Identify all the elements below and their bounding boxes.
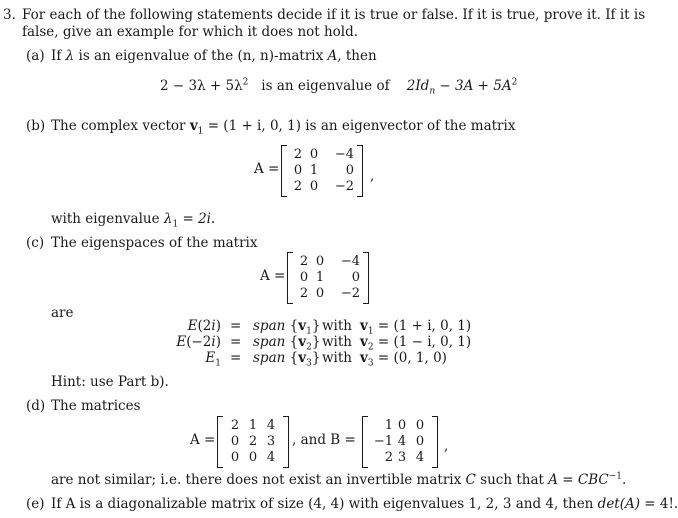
matrix-entry: 0	[309, 147, 319, 162]
matrix-entry: 4	[266, 418, 276, 433]
part-c-matrix-label: A =	[260, 268, 286, 284]
part-b-label: (b)	[26, 118, 46, 134]
part-c-statement: The eigenspaces of the matrix	[51, 235, 258, 251]
matrix-entry: −1	[373, 434, 393, 449]
matrix-entry: −4	[334, 147, 354, 162]
matrix-entry: −2	[334, 179, 354, 194]
part-d-comma: ,	[444, 438, 449, 454]
matrix-entry: 2	[230, 418, 240, 433]
matrix-entry: 0	[415, 434, 425, 449]
right-bracket	[363, 252, 369, 304]
matrix-entry: 3	[266, 434, 276, 449]
matrix-entry: 3	[397, 450, 407, 465]
problem-number: 3.	[3, 7, 16, 23]
matrix-entry: 0	[230, 450, 240, 465]
matrix-entry: 0	[345, 163, 354, 178]
matrix-entry: 2	[293, 147, 303, 162]
matrix-entry: 4	[415, 450, 425, 465]
matrix-entry: 1	[315, 270, 325, 285]
matrix-entry: 0	[315, 286, 325, 301]
matrix-entry: 0	[299, 270, 309, 285]
part-c-are: are	[51, 305, 74, 321]
part-c-label: (c)	[26, 235, 45, 251]
intro-line-1: For each of the following statements decide if it is true or false. If it is true, prove it. If it is	[22, 7, 646, 23]
matrix-entry: 2	[248, 434, 258, 449]
matrix-entry: 0	[230, 434, 240, 449]
matrix-entry: 0	[293, 163, 303, 178]
part-d-conclusion: are not similar; i.e. there does not exist an invertible matrix C such that $A = CBC^{-1}$.	[51, 471, 627, 488]
left-bracket	[287, 252, 293, 304]
right-bracket	[432, 416, 438, 468]
part-d-statement: The matrices	[51, 398, 141, 414]
matrix-entry: 0	[309, 179, 319, 194]
part-d-and-B: , and B =	[292, 432, 356, 448]
part-e-statement: If A is a diagonalizable matrix of size (4, 4) with eigenvalues 1, 2, 3 and 4, then det(A) = 4!.	[51, 496, 678, 512]
matrix-entry: 0	[351, 270, 360, 285]
part-a-equation: $2 - 3\lambda + 5\lambda^2$ is an eigenvalue of $2Id_n - 3A + 5A^2$	[160, 77, 518, 97]
matrix-entries	[296, 254, 360, 302]
matrix-entry: 4	[397, 434, 407, 449]
part-c-matrix	[287, 252, 369, 304]
part-b-matrix-label: A =	[254, 161, 280, 177]
matrix-entry: 1	[384, 418, 393, 433]
part-b-matrix	[281, 145, 363, 197]
matrix-entries	[290, 147, 354, 195]
matrix-entry: 1	[309, 163, 319, 178]
matrix-entry: −4	[340, 254, 360, 269]
matrix-entry: −2	[340, 286, 360, 301]
matrix-entry: 0	[397, 418, 407, 433]
matrix-entry: 2	[384, 450, 393, 465]
left-bracket	[217, 416, 223, 468]
matrix-entry: 2	[299, 254, 309, 269]
right-bracket	[283, 416, 289, 468]
part-b-comma: ,	[370, 168, 375, 184]
matrix-entry: 0	[415, 418, 425, 433]
intro-line-2: false, give an example for which it does not hold.	[22, 24, 359, 40]
part-c-hint: Hint: use Part b).	[51, 374, 169, 390]
matrix-entries	[226, 418, 280, 466]
left-bracket	[281, 145, 287, 197]
part-b-eigenvalue: with eigenvalue $\lambda_1 = 2i$.	[51, 211, 216, 230]
matrix-entry: 0	[315, 254, 325, 269]
matrix-entry: 2	[293, 179, 303, 194]
part-b-statement: The complex vector $v_1 = (1 + i$, 0, 1) is an eigenvector of the matrix	[51, 118, 516, 137]
part-a-statement: If λ is an eigenvalue of the (n, n)-matrix A, then	[51, 48, 377, 64]
part-e-label: (e)	[26, 496, 45, 512]
part-d-label: (d)	[26, 398, 46, 414]
part-d-matrix-B	[362, 416, 438, 468]
matrix-entry: 1	[248, 418, 258, 433]
part-d-matrix-A	[217, 416, 289, 468]
matrix-entry: 0	[248, 450, 258, 465]
part-a-label: (a)	[26, 48, 45, 64]
matrix-entry: 4	[266, 450, 276, 465]
left-bracket	[362, 416, 368, 468]
part-d-A-label: A =	[190, 432, 216, 448]
matrix-entry: 2	[299, 286, 309, 301]
matrix-entries	[371, 418, 429, 466]
right-bracket	[357, 145, 363, 197]
